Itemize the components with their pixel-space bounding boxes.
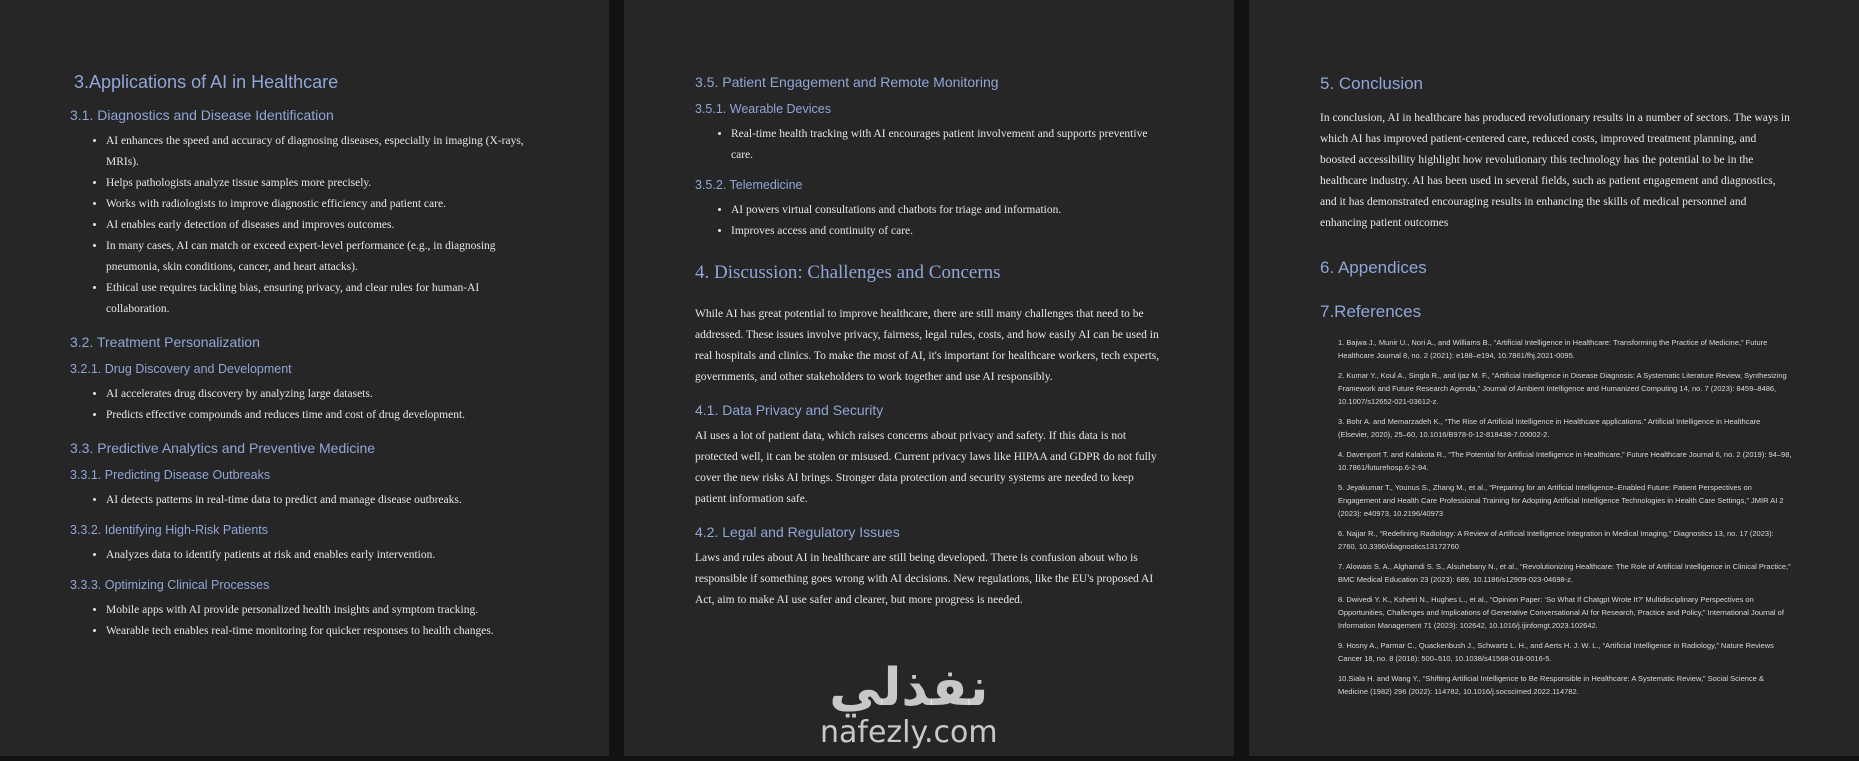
list-item: • AI enables early detection of diseases and improves outcomes. (106, 215, 526, 236)
section-title-3: 3.Applications of AI in Healthcare (74, 72, 339, 92)
heading-3-5-2: 3.5.2. Telemedicine (695, 178, 803, 192)
watermark-latin: nafezly.com (820, 715, 998, 750)
paragraph-4-1: AI uses a lot of patient data, which raises concerns about privacy and safety. If this data is not protected well, it can be stolen or misused. Current privacy laws like HIPAA and GDPR do not fully cover the new risks AI brings. Stronger data protection and security systems are needed to keep patient information safe. (695, 430, 1157, 505)
list-item: • Ethical use requires tackling bias, ensuring privacy, and clear rules for human-AI collaboration. (106, 278, 526, 320)
reference-item: 7. Alowais S. A., Alghamdi S. S., Alsuhebany N., et al., “Revolutionizing Healthcare: The Role of Artificial Intelligence in Clinical Practice,” BMC Medical Education 23 (2023): 689, 10.1186/s12909-023-04698-z. (1338, 562, 1791, 584)
list-3-5-2 (695, 200, 1234, 242)
reference-item: 9. Hosny A., Parmar C., Quackenbush J., Schwartz L. H., and Aerts H. J. W. L., “Artificial Intelligence in Radiology,” Nature Reviews Cancer 18, no. 8 (2018): 500–510, 10.1038/s41568-018-0016-5. (1338, 641, 1774, 663)
list-3-5-1 (695, 124, 1234, 166)
list-3-3-2 (70, 545, 609, 566)
list-item: • Wearable tech enables real-time monitoring for quicker responses to health changes. (106, 621, 526, 642)
list-item: • AI powers virtual consultations and chatbots for triage and information. (731, 200, 1151, 221)
list-3-1 (70, 131, 609, 320)
heading-6: 6. Appendices (1320, 258, 1427, 277)
reference-item: 2. Kumar Y., Koul A., Singla R., and Ijaz M. F., “Artificial Intelligence in Disease Diagnosis: A Systematic Literature Review, Synthesizing Framework and Future Research Agenda,” Journal of Ambient Intelligence and Humanized Computing 14, no. 7 (2023): 8459–8486, 10.1007/s12652-021-03612-z. (1338, 371, 1787, 406)
heading-3-1: 3.1. Diagnostics and Disease Identification (70, 107, 334, 123)
heading-3-2-1: 3.2.1. Drug Discovery and Development (70, 362, 292, 376)
heading-3-3-1: 3.3.1. Predicting Disease Outbreaks (70, 468, 271, 482)
list-item: • AI detects patterns in real-time data to predict and manage disease outbreaks. (106, 490, 526, 511)
list-item: • Predicts effective compounds and reduces time and cost of drug development. (106, 405, 526, 426)
heading-3-3-3: 3.3.3. Optimizing Clinical Processes (70, 578, 270, 592)
list-item: • Analyzes data to identify patients at risk and enables early intervention. (106, 545, 526, 566)
heading-4-1: 4.1. Data Privacy and Security (695, 402, 884, 418)
document-page-3 (1249, 0, 1859, 756)
heading-3-2: 3.2. Treatment Personalization (70, 334, 260, 350)
paragraph-4: While AI has great potential to improve healthcare, there are still many challenges that need to be addressed. These issues involve privacy, fairness, legal rules, costs, and how easily AI can be used in real hospitals and clinics. To make the most of AI, it's important for healthcare workers, tech experts, governments, and other stakeholders to work together and use AI responsibly. (695, 308, 1160, 383)
heading-4: 4. Discussion: Challenges and Concerns (695, 262, 1001, 283)
list-item: • AI accelerates drug discovery by analyzing large datasets. (106, 384, 526, 405)
heading-7: 7.References (1320, 302, 1422, 321)
list-item: • Real-time health tracking with AI encourages patient involvement and supports preventive care. (731, 124, 1151, 166)
list-item: • Improves access and continuity of care. (731, 221, 1151, 242)
list-3-2-1 (70, 384, 609, 426)
reference-item: 5. Jeyakumar T., Younus S., Zhang M., et al., “Preparing for an Artificial Intelligence–Enabled Future: Patient Perspectives on Engagement and Health Care Professional Training for Adopting Artificial Intelligence Technologies in Health Care Settings,” JMIR AI 2 (2023): e40973, 10.2196/40973 (1338, 483, 1784, 518)
list-3-3-1 (70, 490, 609, 511)
list-item: • Works with radiologists to improve diagnostic efficiency and patient care. (106, 194, 526, 215)
reference-item: 3. Bohr A. and Memarzadeh K., “The Rise of Artificial Intelligence in Healthcare applications.” Artificial Intelligence in Healthcare (Elsevier, 2020), 25–60, 10.1016/B978-0-12-818438-7.00002-2. (1338, 417, 1761, 439)
reference-item: 4. Davenport T. and Kalakota R., “The Potential for Artificial Intelligence in Healthcare,” Future Healthcare Journal 6, no. 2 (2019): 94–98, 10.7861/futurehosp.6-2-94. (1338, 450, 1792, 472)
heading-3-3: 3.3. Predictive Analytics and Preventive Medicine (70, 440, 376, 456)
reference-item: 8. Dwivedi Y. K., Kshetri N., Hughes L., et al., “Opinion Paper: ‘So What If Chatgpt Wrote It?’ Multidisciplinary Perspectives on Opportunities, Challenges and Implications of Generative Conversational AI for Research, Practice and Policy,” International Journal of Information Management 71 (2023): 102642, 10.1016/j.ijinfomgt.2023.102642. (1338, 595, 1784, 630)
heading-5: 5. Conclusion (1320, 74, 1424, 93)
heading-4-2: 4.2. Legal and Regulatory Issues (695, 524, 900, 540)
list-item: • In many cases, AI can match or exceed expert-level performance (e.g., in diagnosing pneumonia, skin conditions, cancer, and heart attacks). (106, 236, 526, 278)
heading-3-5: 3.5. Patient Engagement and Remote Monitoring (695, 74, 999, 90)
document-page-2 (624, 0, 1234, 756)
watermark-arabic: نفذلي (829, 658, 989, 718)
reference-item: 6. Najjar R., “Redefining Radiology: A Review of Artificial Intelligence Integration in Medical Imaging,” Diagnostics 13, no. 17 (2023): 2760, 10.3390/diagnostics13172760 (1338, 529, 1774, 551)
paragraph-4-2: Laws and rules about AI in healthcare are still being developed. There is confusion about who is responsible if something goes wrong with AI decisions. New regulations, like the EU's proposed AI Act, aim to make AI use safer and clearer, but more progress is needed. (695, 552, 1154, 606)
list-item: • Helps pathologists analyze tissue samples more precisely. (106, 173, 526, 194)
watermark-logo (820, 660, 998, 750)
paragraph-5: In conclusion, AI in healthcare has produced revolutionary results in a number of sectors. The ways in which AI has improved patient-centered care, reduced costs, improved treatment planning, and boosted accessibility highlight how revolutionary this technology has the potential to be in the healthcare industry. AI has been used in several fields, such as patient engagement and diagnostics, and it has demonstrated encouraging results in enhancing the skills of medical personnel and enhancing patient outcomes (1320, 112, 1790, 229)
list-3-3-3 (70, 600, 609, 642)
list-item: • AI enhances the speed and accuracy of diagnosing diseases, especially in imaging (X-rays, MRIs). (106, 131, 526, 173)
reference-item: 1. Bajwa J., Munir U., Nori A., and Williams B., “Artificial Intelligence in Healthcare: Transforming the Practice of Medicine,” Future Healthcare Journal 8, no. 2 (2021): e188–e194, 10.7861/fhj.2021-0095. (1338, 338, 1768, 360)
reference-item: 10.Siala H. and Wang Y., “Shifting Artificial Intelligence to Be Responsible in Healthcare: A Systematic Review,” Social Science & Medicine (1982) 296 (2022): 114782, 10.1016/j.socscimed.2022.114782. (1338, 674, 1764, 696)
document-page-1 (0, 0, 609, 756)
references-list (1320, 336, 1859, 698)
list-item: • Mobile apps with AI provide personalized health insights and symptom tracking. (106, 600, 526, 621)
heading-3-5-1: 3.5.1. Wearable Devices (695, 102, 831, 116)
heading-3-3-2: 3.3.2. Identifying High-Risk Patients (70, 523, 269, 537)
